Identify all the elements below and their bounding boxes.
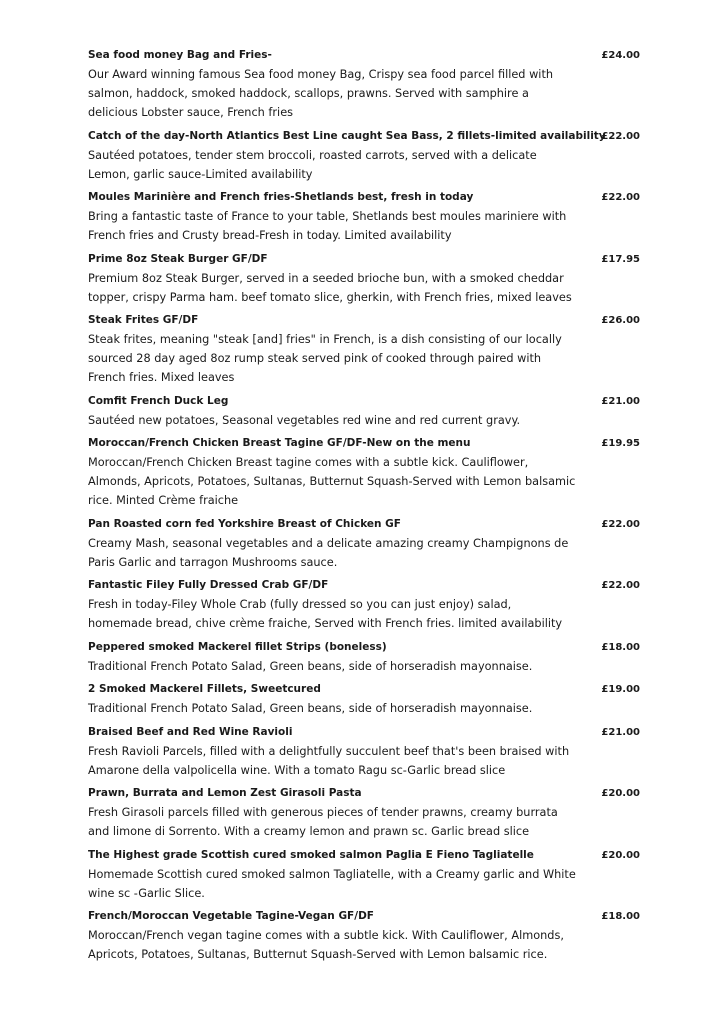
dish-title: Catch of the day-North Atlantics Best Line caught Sea Bass, 2 fillets-limited availability (88, 129, 606, 142)
menu-item-header (88, 434, 640, 453)
dish-title: Moules Marinière and French fries-Shetlands best, fresh in today (88, 191, 474, 203)
menu-item (88, 127, 640, 184)
dish-description: Bring a fantastic taste of France to your table, Shetlands best moules mariniere with French fries and Crusty bread-Fresh in today. Limited availability (88, 210, 567, 242)
dish-title: French/Moroccan Vegetable Tagine-Vegan GF/DF (88, 910, 374, 922)
menu-item (88, 46, 640, 122)
dish-price: £21.00 (601, 395, 640, 407)
menu-item-header (88, 576, 640, 595)
menu-item-header (88, 784, 640, 803)
dish-price: £19.00 (601, 684, 640, 695)
dish-title: The Highest grade Scottish cured smoked salmon Paglia E Fieno Tagliatelle (88, 848, 534, 861)
dish-description: Traditional French Potato Salad, Green beans, side of horseradish mayonnaise. (88, 659, 533, 673)
dish-title: Prime 8oz Steak Burger GF/DF (88, 252, 268, 265)
dish-description: Traditional French Potato Salad, Green beans, side of horseradish mayonnaise. (88, 702, 533, 715)
dish-title: Peppered smoked Mackerel fillet Strips (boneless) (88, 640, 387, 653)
dish-price: £21.00 (601, 726, 640, 738)
menu-item (88, 515, 640, 572)
dish-description: Premium 8oz Steak Burger, served in a seeded brioche bun, with a smoked cheddar topper, crispy Parma ham. beef tomato slice, gherkin, with French fries, mixed leaves (88, 271, 572, 304)
menu-item-header (88, 127, 640, 146)
menu-item (88, 723, 640, 780)
menu-item (88, 846, 640, 903)
dish-price: £22.00 (601, 580, 640, 591)
dish-price: £17.95 (601, 253, 640, 265)
dish-description: Homemade Scottish cured smoked salmon Tagliatelle, with a Creamy garlic and White wine sc -Garlic Slice. (88, 867, 576, 900)
menu-item-header (88, 907, 640, 926)
dish-description: Steak frites, meaning "steak [and] fries" in French, is a dish consisting of our locally sourced 28 day aged 8oz rump steak served pink of cooked through paired with French fries. Mixed leaves (88, 333, 562, 384)
dish-title: Sea food money Bag and Fries- (88, 49, 272, 61)
dish-title: Steak Frites GF/DF (88, 314, 199, 326)
menu-list (88, 46, 640, 969)
menu-item-header (88, 723, 640, 742)
menu-item (88, 250, 640, 307)
dish-description: Sautéed potatoes, tender stem broccoli, roasted carrots, served with a delicate Lemon, garlic sauce-Limited availability (88, 148, 537, 181)
dish-price: £22.00 (601, 192, 640, 203)
dish-description: Fresh Ravioli Parcels, filled with a delightfully succulent beef that's been braised with Amarone della valpolicella wine. With a tomato Ragu sc-Garlic bread slice (88, 744, 570, 777)
dish-price: £22.00 (601, 130, 640, 142)
dish-description: Moroccan/French Chicken Breast tagine comes with a subtle kick. Cauliflower, Almonds, Apricots, Potatoes, Sultanas, Butternut Squash-Served with Lemon balsamic rice. Minted Crème fraiche (88, 456, 576, 507)
menu-item (88, 434, 640, 510)
dish-price: £26.00 (601, 315, 640, 326)
dish-price: £22.00 (601, 518, 640, 530)
menu-item-header (88, 311, 640, 330)
menu-item (88, 784, 640, 841)
menu-item-header (88, 250, 640, 269)
dish-title: 2 Smoked Mackerel Fillets, Sweetcured (88, 683, 321, 695)
menu-item (88, 680, 640, 718)
dish-description: Our Award winning famous Sea food money Bag, Crispy sea food parcel filled with salmon, haddock, smoked haddock, scallops, prawns. Served with samphire a delicious Lobster sauce, French fries (88, 68, 554, 119)
dish-price: £24.00 (601, 50, 640, 61)
dish-title: Pan Roasted corn fed Yorkshire Breast of Chicken GF (88, 517, 401, 530)
menu-item-header (88, 392, 640, 411)
dish-description: Fresh in today-Filey Whole Crab (fully dressed so you can just enjoy) salad, homemade bread, chive crème fraiche, Served with French fries. limited availability (88, 598, 563, 630)
dish-title: Moroccan/French Chicken Breast Tagine GF/DF-New on the menu (88, 437, 471, 449)
dish-description: Creamy Mash, seasonal vegetables and a delicate amazing creamy Champignons de Paris Garlic and tarragon Mushrooms sauce. (88, 536, 569, 569)
dish-description: Fresh Girasoli parcels filled with generous pieces of tender prawns, creamy burrata and limone di Sorrento. With a creamy lemon and prawn sc. Garlic bread slice (88, 806, 558, 838)
dish-title: Braised Beef and Red Wine Ravioli (88, 725, 293, 738)
menu-item-header (88, 638, 640, 657)
menu-item (88, 188, 640, 245)
menu-item-header (88, 680, 640, 699)
menu-item-header (88, 515, 640, 534)
dish-title: Prawn, Burrata and Lemon Zest Girasoli Pasta (88, 787, 362, 799)
menu-item (88, 638, 640, 676)
dish-price: £18.00 (601, 641, 640, 653)
menu-item-header (88, 188, 640, 207)
menu-item-header (88, 846, 640, 865)
dish-title: Fantastic Filey Fully Dressed Crab GF/DF (88, 579, 329, 591)
menu-item (88, 311, 640, 387)
dish-price: £19.95 (601, 438, 640, 449)
menu-item (88, 392, 640, 430)
dish-description: Moroccan/French vegan tagine comes with a subtle kick. With Cauliflower, Almonds, Apricots, Potatoes, Sultanas, Butternut Squash-Served with Lemon balsamic rice. (88, 929, 564, 961)
dish-price: £18.00 (601, 911, 640, 922)
menu-item (88, 576, 640, 633)
dish-title: Comfit French Duck Leg (88, 394, 229, 407)
dish-description: Sautéed new potatoes, Seasonal vegetables red wine and red current gravy. (88, 413, 521, 427)
menu-item-header (88, 46, 640, 65)
dish-price: £20.00 (601, 849, 640, 861)
dish-price: £20.00 (601, 788, 640, 799)
menu-item (88, 907, 640, 964)
